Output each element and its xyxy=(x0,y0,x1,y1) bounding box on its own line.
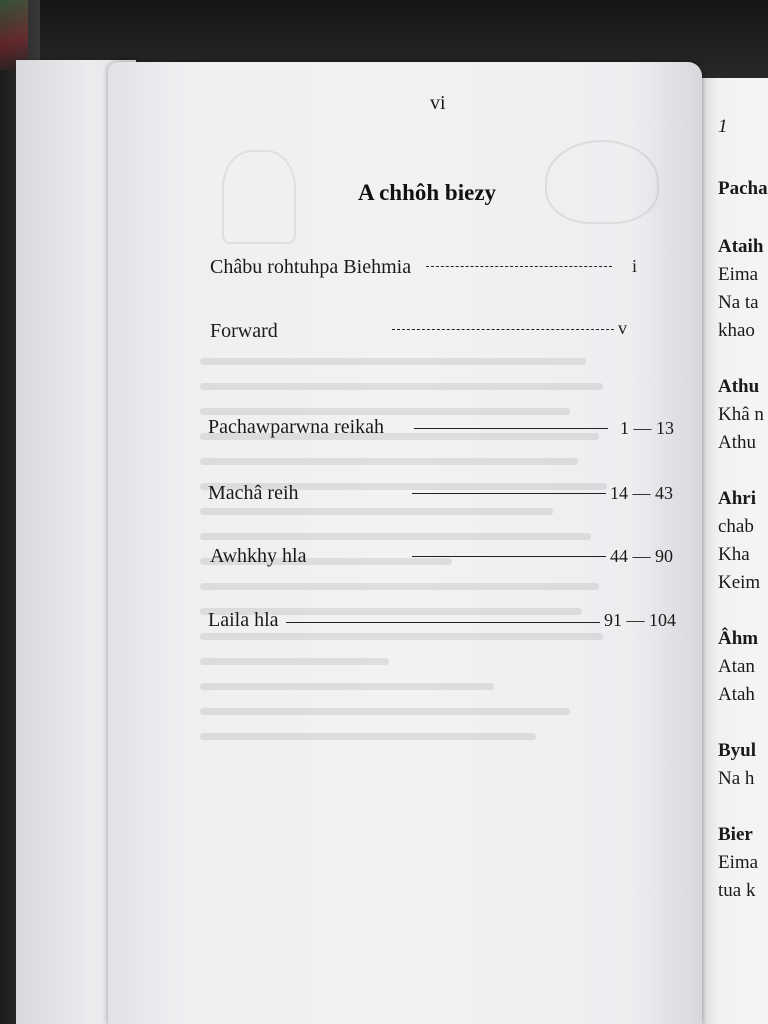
next-page-line: Ataih xyxy=(718,236,764,257)
next-page-line: Ahri xyxy=(718,488,756,509)
toc-entry-pages: i xyxy=(632,256,638,276)
toc-entry-label: Laila hla xyxy=(208,609,279,631)
next-page-line: Kha xyxy=(718,544,750,565)
bleed-through-emblem xyxy=(545,140,659,224)
toc-leader xyxy=(286,622,600,623)
toc-entry-pages: 14 — 43 xyxy=(610,483,673,503)
toc-leader xyxy=(426,266,612,267)
toc-entry-label: Forward xyxy=(210,320,278,342)
toc-entry-label: Awhkhy hla xyxy=(210,545,307,567)
toc-entry-label: Châbu rohtuhpa Biehmia xyxy=(210,256,412,278)
next-page-line: Atah xyxy=(718,684,755,705)
next-page-line: Pacha xyxy=(718,178,768,199)
next-page-line: tua k xyxy=(718,880,756,901)
page-number: vi xyxy=(430,92,446,114)
next-page-line: khao xyxy=(718,320,755,341)
toc-entry-pages: 1 — 13 xyxy=(620,418,674,438)
toc-entry-pages: v xyxy=(618,318,627,338)
next-page-line: chab xyxy=(718,516,754,537)
toc-entry-pages: 44 — 90 xyxy=(610,546,673,566)
next-page-line: Eima xyxy=(718,264,759,285)
next-page-line: Atan xyxy=(718,656,755,677)
next-page-line: Na h xyxy=(718,768,755,789)
next-page-line: Eima xyxy=(718,852,759,873)
bleed-through-figure xyxy=(222,150,296,244)
next-page-line: Athu xyxy=(718,432,756,453)
toc-entry-pages: 91 — 104 xyxy=(604,610,676,630)
next-page-line: Âhm xyxy=(718,628,759,649)
next-page-line: Khâ n xyxy=(718,404,764,425)
toc-leader xyxy=(414,428,608,429)
toc-leader xyxy=(412,556,606,557)
toc-entry-label: Machâ reih xyxy=(208,482,299,504)
page-title: A chhôh biezy xyxy=(358,180,497,205)
next-page-number: 1 xyxy=(718,116,728,137)
next-page xyxy=(694,78,768,1024)
next-page-line: Byul xyxy=(718,740,757,761)
next-page-line: Bier xyxy=(718,824,753,845)
next-page-line: Keim xyxy=(718,572,761,593)
next-page-line: Na ta xyxy=(718,292,759,313)
next-page-line: Athu xyxy=(718,376,760,397)
toc-entry-label: Pachawparwna reikah xyxy=(208,416,385,438)
toc-leader xyxy=(392,329,614,330)
toc-leader xyxy=(412,493,606,494)
